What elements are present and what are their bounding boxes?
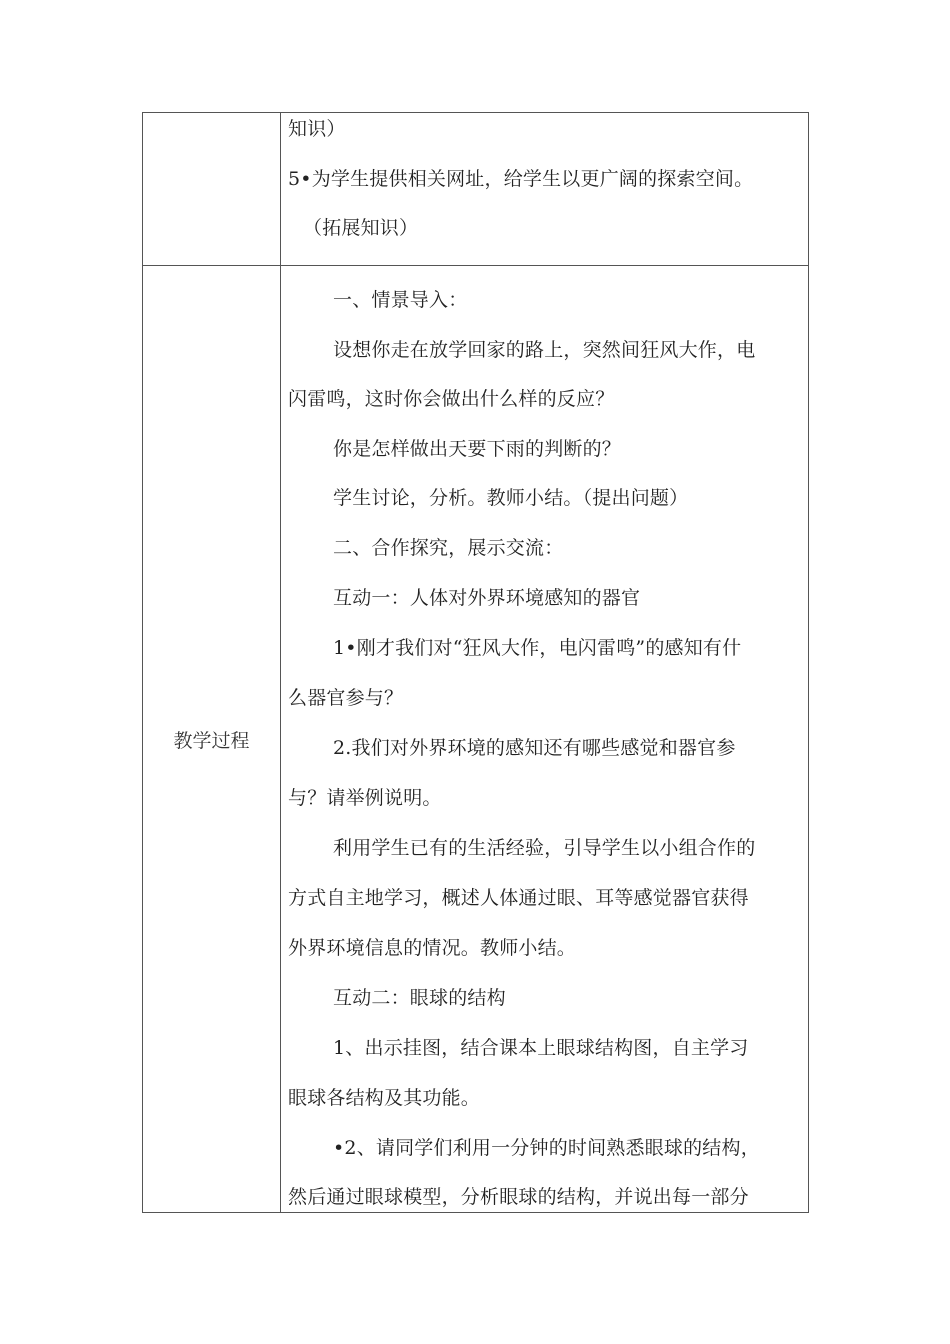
- content-line: 与？请举例说明。: [288, 787, 442, 809]
- content-line: 互动二：眼球的结构: [333, 987, 506, 1009]
- table-row: [143, 113, 809, 266]
- content-line: •2、请同学们利用一分钟的时间熟悉眼球的结构，: [333, 1137, 760, 1159]
- content-line: 你是怎样做出天要下雨的判断的？: [333, 438, 622, 460]
- content-line: 1、出示挂图，结合课本上眼球结构图，自主学习: [333, 1037, 749, 1059]
- section-heading: 二、合作探究，展示交流：: [333, 537, 564, 559]
- content-line: 闪雷鸣，这时你会做出什么样的反应？: [288, 388, 615, 410]
- content-line: 眼球各结构及其功能。: [288, 1087, 481, 1109]
- content-line: 知识）: [288, 118, 346, 140]
- content-line: 利用学生已有的生活经验，引导学生以小组合作的: [333, 837, 756, 859]
- content-line: 么器官参与？: [288, 687, 404, 709]
- row-label-cell: [143, 113, 281, 266]
- table-row: [143, 266, 809, 1213]
- content-line: 然后通过眼球模型，分析眼球的结构，并说出每一部分: [288, 1186, 749, 1208]
- content-line: 5•为学生提供相关网址，给学生以更广阔的探索空间。: [288, 168, 754, 190]
- section-heading: 一、情景导入：: [333, 289, 468, 311]
- row-content-cell: [281, 113, 809, 266]
- content-line: 学生讨论，分析。教师小结。（提出问题）: [333, 487, 689, 509]
- row-label-cell: [143, 266, 281, 1213]
- content-line: 互动一：人体对外界环境感知的器官: [333, 587, 641, 609]
- content-line: 方式自主地学习，概述人体通过眼、耳等感觉器官获得: [288, 887, 749, 909]
- content-line: 2.我们对外界环境的感知还有哪些感觉和器官参: [333, 737, 736, 759]
- lesson-plan-table: [142, 112, 809, 1213]
- content-line: 外界环境信息的情况。教师小结。: [288, 937, 577, 959]
- content-line: 设想你走在放学回家的路上，突然间狂风大作，电: [333, 339, 756, 361]
- row-label-teaching-process: 教学过程: [173, 729, 250, 752]
- row-content-cell: [281, 266, 809, 1213]
- content-line: 1•刚才我们对“狂风大作，电闪雷鸣”的感知有什: [333, 637, 742, 659]
- content-line: （拓展知识）: [303, 217, 419, 239]
